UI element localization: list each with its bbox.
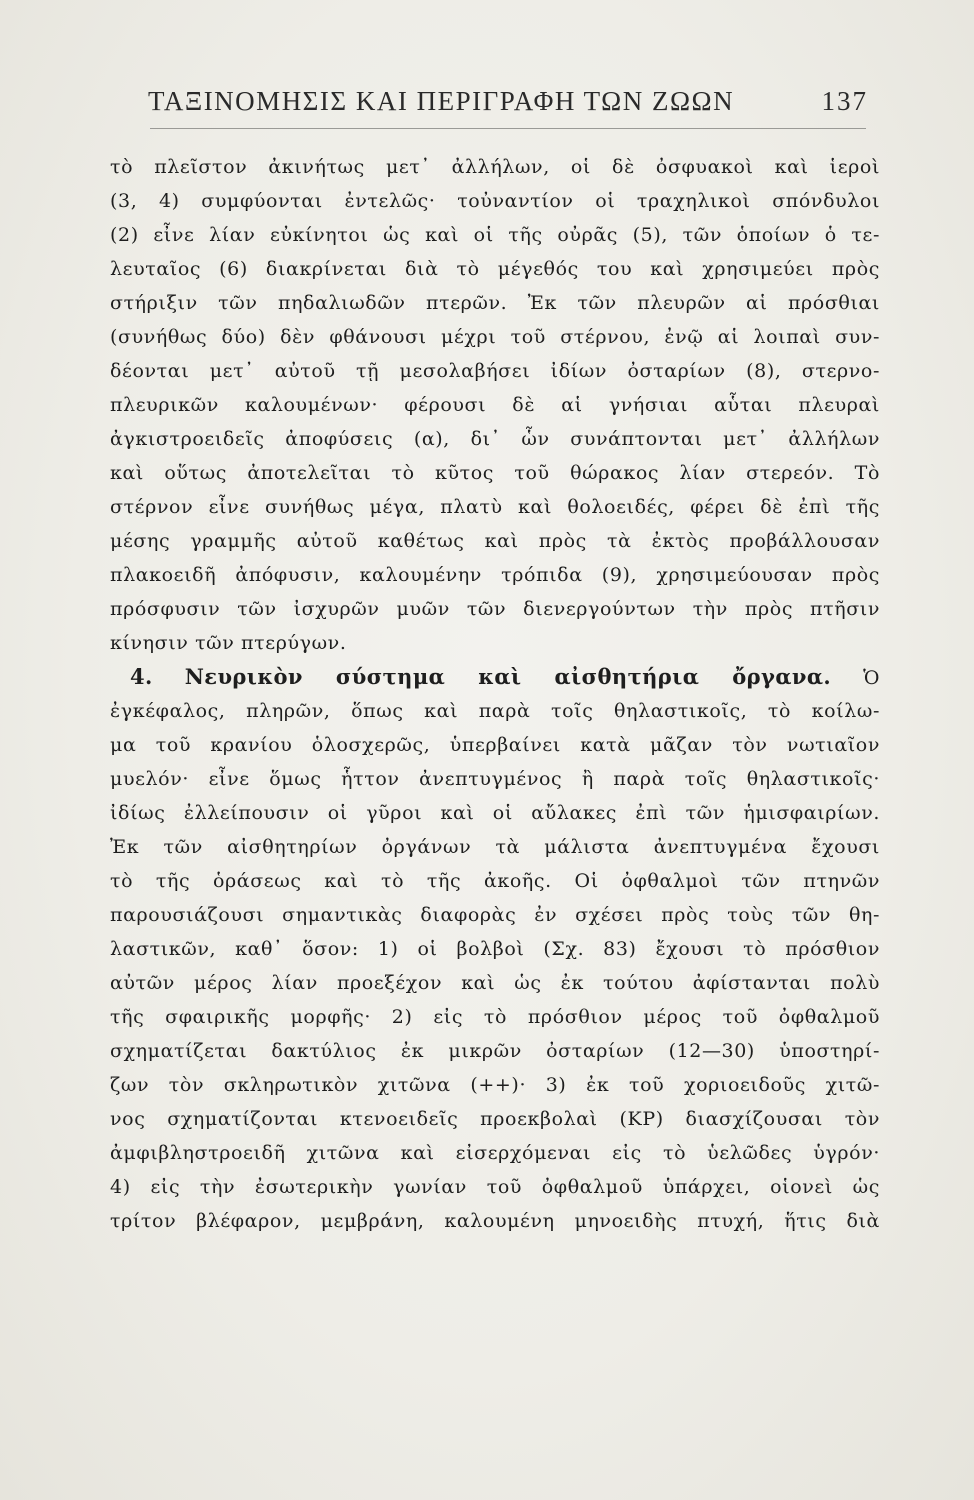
text-line: (συνήθως δύο) δὲν φθάνουσι μέχρι τοῦ στέρνου, ἐνῷ αἱ λοιπαὶ συν-: [110, 326, 880, 348]
text-line: πλακοειδῆ ἀπόφυσιν, καλουμένην τρόπιδα (9), χρησιμεύουσαν πρὸς: [110, 564, 880, 586]
text-line: μυελόν· εἶνε ὅμως ἧττον ἀνεπτυγμένος ἢ παρὰ τοῖς θηλαστικοῖς·: [110, 768, 880, 790]
text-line: μα τοῦ κρανίου ὁλοσχερῶς, ὑπερβαίνει κατὰ μᾶζαν τὸν νωτιαῖον: [110, 734, 880, 756]
text-line: πλευρικῶν καλουμένων· φέρουσι δὲ αἱ γνήσιαι αὗται πλευραὶ: [110, 394, 880, 416]
text-line: ἀμφιβληστροειδῆ χιτῶνα καὶ εἰσερχόμεναι εἰς τὸ ὑελῶδες ὑγρόν·: [110, 1142, 880, 1164]
page-header: [148, 86, 868, 126]
text-line: στέρνον εἶνε συνήθως μέγα, πλατὺ καὶ θολοειδές, φέρει δὲ ἐπὶ τῆς: [110, 496, 880, 518]
text-line: Ἐκ τῶν αἰσθητηρίων ὀργάνων τὰ μάλιστα ἀνεπτυγμένα ἔχουσι: [110, 836, 880, 858]
text-line: τῆς σφαιρικῆς μορφῆς· 2) εἰς τὸ πρόσθιον μέρος τοῦ ὀφθαλμοῦ: [110, 1006, 880, 1028]
text-line: νος σχηματίζονται κτενοειδεῖς προεκβολαὶ (ΚΡ) διασχίζουσαι τὸν: [110, 1108, 880, 1130]
text-line: πρόσφυσιν τῶν ἰσχυρῶν μυῶν τῶν διενεργούντων τὴν πρὸς πτῆσιν: [110, 598, 880, 620]
text-line: κίνησιν τῶν πτερύγων.: [110, 632, 347, 654]
text-line: (3, 4) συμφύονται ἐντελῶς· τοὐναντίον οἱ τραχηλικοὶ σπόνδυλοι: [110, 190, 880, 212]
running-title: ΤΑΞΙΝΟΜΗΣΙΣ ΚΑΙ ΠΕΡΙΓΡΑΦΗ ΤΩΝ ΖΩΩΝ: [148, 86, 735, 116]
header-rule: [150, 128, 866, 129]
text-line: δέονται μετ᾽ αὐτοῦ τῇ μεσολαβήσει ἰδίων ὀσταρίων (8), στερνο-: [110, 360, 880, 382]
section-lead-word: Ὁ: [863, 667, 880, 689]
text-line: τὸ πλεῖστον ἀκινήτως μετ᾽ ἀλλήλων, οἱ δὲ ὀσφυακοὶ καὶ ἱεροὶ: [110, 156, 880, 178]
text-line: σχηματίζεται δακτύλιος ἐκ μικρῶν ὀσταρίων (12—30) ὑποστηρί-: [110, 1040, 880, 1062]
text-line: τὸ τῆς ὁράσεως καὶ τὸ τῆς ἀκοῆς. Οἱ ὀφθαλμοὶ τῶν πτηνῶν: [110, 870, 880, 892]
text-line: καὶ οὕτως ἀποτελεῖται τὸ κῦτος τοῦ θώρακος λίαν στερεόν. Τὸ: [110, 462, 880, 484]
text-line: λαστικῶν, καθ᾽ ὅσον: 1) οἱ βολβοὶ (Σχ. 83) ἔχουσι τὸ πρόσθιον: [110, 938, 880, 960]
text-line: ζων τὸν σκληρωτικὸν χιτῶνα (++)· 3) ἐκ τοῦ χοριοειδοῦς χιτῶ-: [110, 1074, 880, 1096]
text-line: 4) εἰς τὴν ἐσωτερικὴν γωνίαν τοῦ ὀφθαλμοῦ ὑπάρχει, οἱονεὶ ὡς: [110, 1176, 880, 1198]
text-line: ἀγκιστροειδεῖς ἀποφύσεις (α), δι᾽ ὧν συνάπτονται μετ᾽ ἀλλήλων: [110, 428, 880, 450]
text-line: στήριξιν τῶν πηδαλιωδῶν πτερῶν. Ἐκ τῶν πλευρῶν αἱ πρόσθιαι: [110, 292, 880, 314]
text-line: τρίτον βλέφαρον, μεμβράνη, καλουμένη μηνοειδὴς πτυχή, ἥτις διὰ: [110, 1210, 880, 1232]
section-title: Νευρικὸν σύστημα καὶ αἰσθητήρια ὄργανα.: [184, 664, 832, 689]
text-line: ἐγκέφαλος, πληρῶν, ὅπως καὶ παρὰ τοῖς θηλαστικοῖς, τὸ κοίλω-: [110, 700, 880, 722]
section-heading-line: [110, 660, 880, 694]
page-number: 137: [821, 86, 868, 116]
text-line: αὐτῶν μέρος λίαν προεξέχον καὶ ὡς ἐκ τούτου ἀφίστανται πολὺ: [110, 972, 880, 994]
text-line: (2) εἶνε λίαν εὐκίνητοι ὡς καὶ οἱ τῆς οὐρᾶς (5), τῶν ὁποίων ὁ τε-: [110, 224, 880, 246]
text-line: λευταῖος (6) διακρίνεται διὰ τὸ μέγεθός του καὶ χρησιμεύει πρὸς: [110, 258, 880, 280]
body-text: [110, 150, 880, 1238]
text-line: ἰδίως ἐλλείπουσιν οἱ γῦροι καὶ οἱ αὔλακες ἐπὶ τῶν ἡμισφαιρίων.: [110, 802, 880, 824]
text-line: παρουσιάζουσι σημαντικὰς διαφορὰς ἐν σχέσει πρὸς τοὺς τῶν θη-: [110, 904, 880, 926]
text-line: μέσης γραμμῆς αὐτοῦ καθέτως καὶ πρὸς τὰ ἐκτὸς προβάλλουσαν: [110, 530, 880, 552]
section-number: 4.: [130, 664, 153, 689]
